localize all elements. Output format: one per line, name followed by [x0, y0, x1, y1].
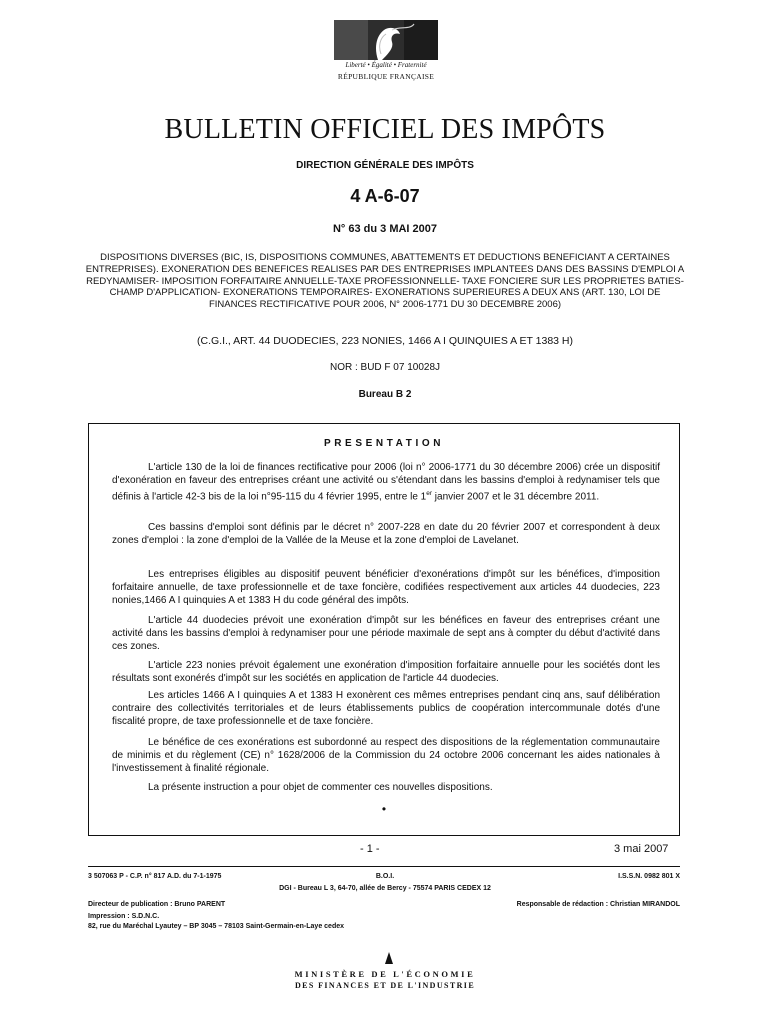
- presentation-heading: PRESENTATION: [323, 438, 445, 449]
- republique-francaise-logo: [331, 18, 441, 86]
- cgi-reference: (C.G.I., ART. 44 DUODECIES, 223 NONIES, 1466 A I QUINQUIES A ET 1383 H): [196, 335, 573, 347]
- paragraph-3: Les entreprises éligibles au dispositif peuvent bénéficier d'exonérations d'impôt sur les bénéfices, d'imposition forfaitaire annuelle, de taxe professionnelle et de taxe foncière, codifiées respectivement aux articles 44 duodecies, 223 nonies,1466 A I quinquies A et 1383 H du code général des impôts.: [112, 569, 660, 606]
- end-bullet: •: [381, 802, 387, 816]
- paragraph-1-text-start: L'article 130 de la loi de finances rectificative pour 2006 (loi n° 2006-1771 du 30 décembre 2006) crée un dispositif d'exonération en faveur des entreprises créant une activité ou s'étendant dans les bassins d'emploi à redynamiser tels que définis à l'article 42-3 bis de la loi n°95-115 du 4 février 1995, entre le 1: [112, 462, 660, 502]
- superscript-er: er: [426, 489, 433, 497]
- footer-address: DGI - Bureau L 3, 64-70, allée de Bercy - 75574 PARIS CEDEX 12: [279, 885, 491, 892]
- subject-text: DISPOSITIONS DIVERSES (BIC, IS, DISPOSITIONS COMMUNES, ABATTEMENTS ET DEDUCTIONS BENEFICIANT A CERTAINES ENTREPRISES). EXONERATION DES BENEFICES REALISES PAR DES ENTREPRISES IMPLANTEES DANS DES BASSINS D'EMPLOI A REDYNAMISER- IMPOSITION FORFAITAIRE ANNUELLE-TAXE PROFESSIONNELLE- TAXE FONCIERE SUR LES PROPRIETES BATIES- CHAMP D'APPLICATION- EXONERATIONS TEMPORAIRES- EXONERATIONS SUPERIEURES A DEUX ANS (ART. 130, LOI DE FINANCES RECTIFICATIVE POUR 2006, N° 2006-1771 DU 30 DECEMBRE 2006): [85, 252, 685, 311]
- footer-divider: [88, 866, 680, 867]
- paragraph-4: L'article 44 duodecies prévoit une exonération d'impôt sur les bénéfices en faveur des entreprises créant une activité dans les bassins d'emploi à redynamiser pour une période maximale de sept ans à compter du début d'activité dans ces zones.: [112, 615, 660, 652]
- republic-motto: Liberté • Égalité • Fraternité: [345, 61, 427, 69]
- direction-label: DIRECTION GÉNÉRALE DES IMPÔTS: [296, 160, 474, 171]
- ministry-name-line-2: DES FINANCES ET DE L'INDUSTRIE: [294, 981, 476, 990]
- paragraph-1-text-end: janvier 2007 et le 31 décembre 2011.: [432, 490, 600, 502]
- paragraph-7: Le bénéfice de ces exonérations est subordonné au respect des dispositions de la réglementation communautaire de minimis et du règlement (CE) n° 1628/2006 de la Commission du 24 octobre 2006 concernant les aides nationales à l'investissement à finalité régionale.: [112, 737, 660, 774]
- paragraph-5: L'article 223 nonies prévoit également une exonération d'imposition forfaitaire annuelle pour les sociétés dont les résultats sont exonérés d'impôt sur les sociétés en application de l'article 44 duodecies.: [112, 660, 660, 684]
- footer-editor: Responsable de rédaction : Christian MIRANDOL: [516, 901, 680, 908]
- footer-printer: Impression : S.D.N.C.: [88, 913, 160, 920]
- bulletin-title: BULLETIN OFFICIEL DES IMPÔTS: [164, 114, 606, 145]
- nor-reference: NOR : BUD F 07 10028J: [329, 362, 441, 373]
- footer-boi: B.O.I.: [375, 873, 395, 880]
- republic-name: RÉPUBLIQUE FRANÇAISE: [337, 72, 435, 81]
- presentation-box: [88, 423, 680, 836]
- ministry-arrow-icon: [385, 952, 393, 964]
- bureau-label: Bureau B 2: [358, 389, 412, 400]
- paragraph-8: La présente instruction a pour objet de commenter ces nouvelles dispositions.: [148, 782, 493, 793]
- footer-left-reference: 3 507063 P - C.P. n° 817 A.D. du 7-1-1975: [88, 873, 222, 880]
- marianne-flag-emblem: [334, 20, 438, 60]
- ministry-name-line-1: MINISTÈRE DE L'ÉCONOMIE: [294, 969, 476, 979]
- footer-printer-address: 82, rue du Maréchal Lyautey – BP 3045 – 78103 Saint-Germain-en-Laye cedex: [88, 923, 345, 930]
- page-number: - 1 -: [360, 843, 380, 855]
- paragraph-1: [112, 462, 660, 504]
- page-date: 3 mai 2007: [614, 843, 669, 855]
- document-number: 4 A-6-07: [350, 186, 420, 206]
- issue-number: N° 63 du 3 MAI 2007: [332, 223, 438, 235]
- paragraph-2: Ces bassins d'emploi sont définis par le décret n° 2007-228 en date du 20 février 2007 et correspondent à deux zones d'emploi : la zone d'emploi de la Vallée de la Meuse et la zone d'emploi de Lavelanet.: [112, 522, 660, 546]
- footer-issn: I.S.S.N. 0982 801 X: [618, 873, 680, 880]
- paragraph-6: Les articles 1466 A I quinquies A et 1383 H exonèrent ces mêmes entreprises pendant cinq ans, sauf délibération contraire des collectivités territoriales et de leurs établissements publics de coopération intercommunale dotés d'une fiscalité propre, de taxe professionnelle et de taxe foncière.: [112, 690, 660, 727]
- footer-director: Directeur de publication : Bruno PARENT: [88, 901, 226, 908]
